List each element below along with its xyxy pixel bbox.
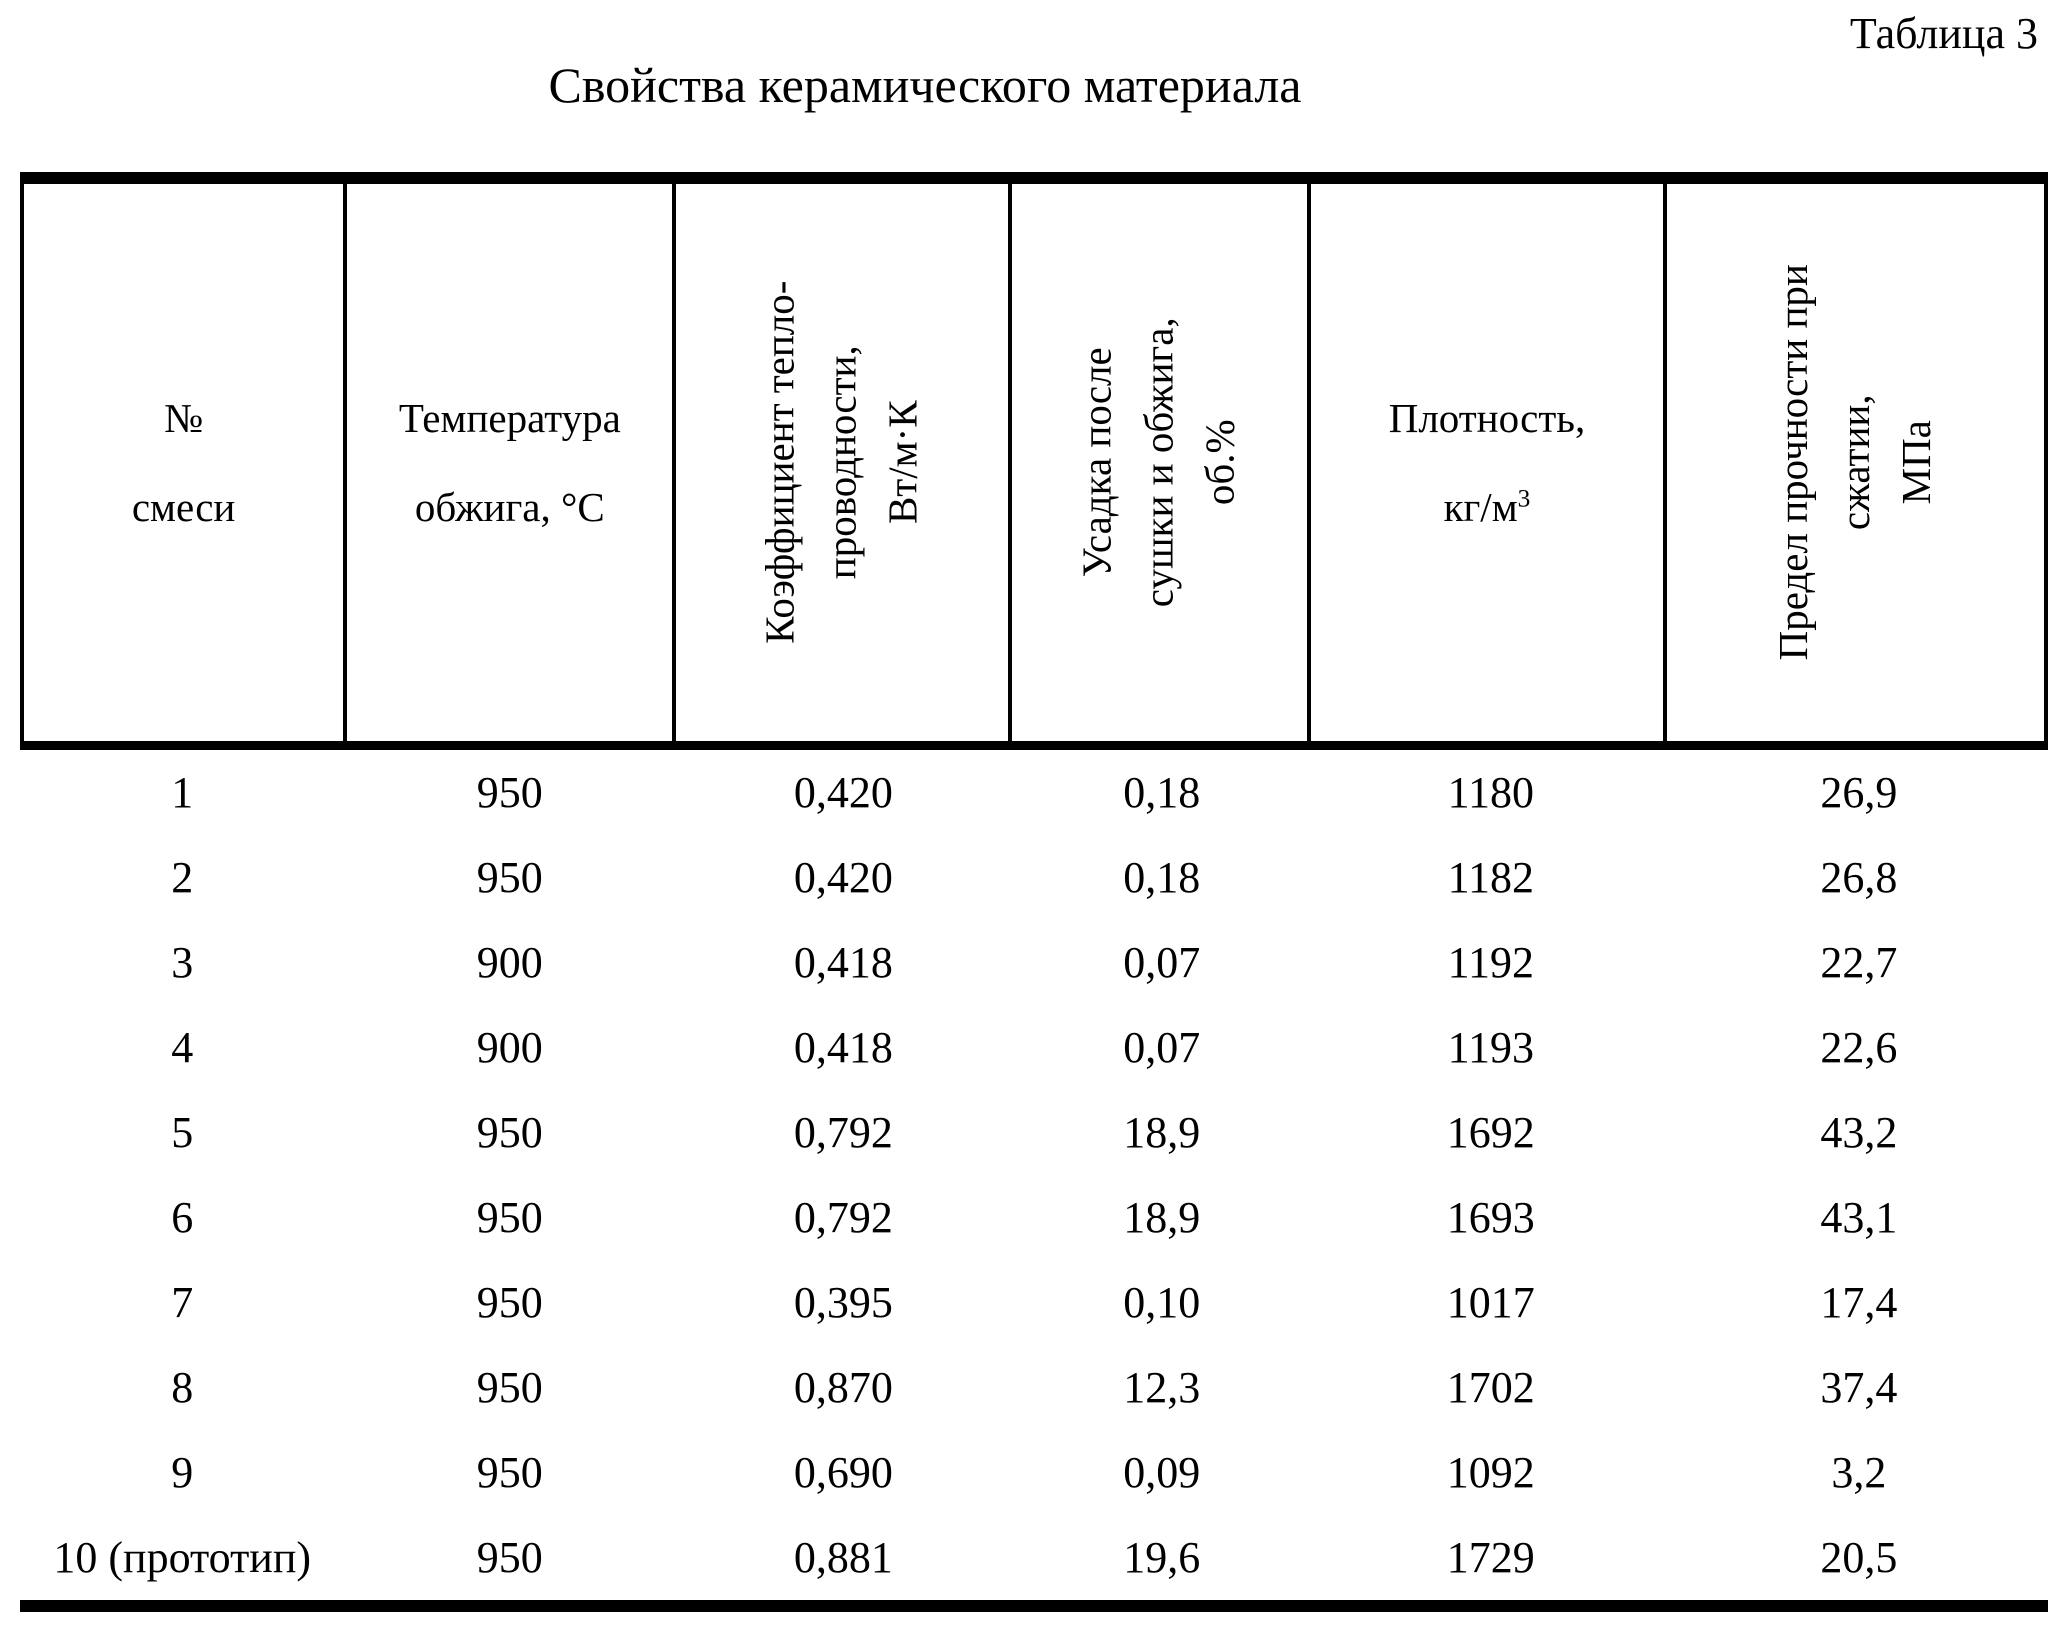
cell-compressive-strength: 26,9 [1820,768,1898,817]
table-row [20,1090,2048,1175]
cell-firing-temperature: 950 [476,1363,543,1412]
properties-table [20,172,2048,1612]
table-row [20,1260,2048,1345]
cell-shrinkage: 18,9 [1123,1193,1201,1242]
cell-shrinkage: 0,09 [1123,1448,1201,1497]
header-line: $кг/м^3$ [1443,483,1531,530]
cell-firing-temperature: 950 [476,1533,543,1582]
header-line: Вт/м·К [879,400,926,525]
header-line: Коэффициент тепло- [756,280,803,645]
cell-shrinkage: 0,10 [1123,1278,1201,1327]
cell-mix-number: 10 (прототип) [53,1533,312,1582]
header-mix-number [24,184,347,741]
cell-thermal-conductivity: 0,690 [793,1448,893,1497]
cell-shrinkage: 19,6 [1123,1533,1201,1582]
header-line: Усадка после [1073,347,1120,578]
cell-mix-number: 3 [171,938,194,987]
cell-density: 1182 [1447,853,1534,902]
cell-density: 1192 [1447,938,1534,987]
cell-shrinkage: 0,07 [1123,938,1201,987]
cell-compressive-strength: 22,7 [1820,938,1898,987]
rotated-header-text [750,281,935,644]
table-row [20,1175,2048,1260]
rotated-header-text [1763,264,1948,660]
cell-density: 1180 [1447,768,1534,817]
header-line: Предел прочности при [1770,264,1817,661]
cell-compressive-strength: 17,4 [1820,1278,1898,1327]
cell-mix-number: 7 [171,1278,194,1327]
cell-firing-temperature: 950 [476,768,543,817]
cell-firing-temperature: 950 [476,1278,543,1327]
table-row [20,750,2048,835]
header-thermal-conductivity [676,184,1011,741]
table-row [20,835,2048,920]
superscript: 3 [1517,483,1531,512]
cell-compressive-strength: 22,6 [1820,1023,1898,1072]
cell-compressive-strength: 3,2 [1831,1448,1887,1497]
header-shrinkage [1012,184,1311,741]
header-line: Температура [398,395,621,442]
cell-shrinkage: 18,9 [1123,1108,1201,1157]
cell-firing-temperature: 950 [476,1193,543,1242]
cell-thermal-conductivity: 0,418 [793,938,893,987]
cell-thermal-conductivity: 0,395 [793,1278,893,1327]
cell-thermal-conductivity: 0,881 [793,1533,893,1582]
cell-mix-number: 6 [171,1193,194,1242]
cell-shrinkage: 0,18 [1123,768,1201,817]
header-line: обжига, °С [414,483,605,530]
table-row [20,920,2048,1005]
cell-density: 1193 [1447,1023,1534,1072]
cell-density: 1017 [1446,1278,1535,1327]
header-line: сушки и обжига, [1135,317,1182,608]
header-line: смеси [131,483,236,530]
cell-thermal-conductivity: 0,420 [793,768,893,817]
header-line: об.% [1196,419,1243,506]
table-header-row [20,184,2048,750]
header-firing-temperature [347,184,676,741]
cell-compressive-strength: 37,4 [1820,1363,1898,1412]
table-row [20,1430,2048,1515]
header-line: проводности, [818,345,865,580]
header-line: № [164,395,204,442]
cell-firing-temperature: 950 [476,1448,543,1497]
cell-density: 1692 [1446,1108,1535,1157]
cell-mix-number: 4 [171,1023,194,1072]
header-density [1311,184,1668,741]
header-compressive-strength [1667,184,2044,741]
cell-density: 1092 [1446,1448,1535,1497]
cell-mix-number: 9 [171,1448,194,1497]
table-row [20,1005,2048,1090]
page-title: Свойства керамического материала [548,57,1302,113]
cell-firing-temperature: 900 [476,1023,543,1072]
cell-mix-number: 2 [171,853,194,902]
cell-thermal-conductivity: 0,792 [793,1193,893,1242]
cell-firing-temperature: 950 [476,1108,543,1157]
rotated-header-text [1067,318,1252,608]
cell-compressive-strength: 43,1 [1820,1193,1898,1242]
cell-compressive-strength: 43,2 [1820,1108,1898,1157]
cell-density: 1702 [1446,1363,1535,1412]
cell-thermal-conductivity: 0,870 [793,1363,893,1412]
cell-thermal-conductivity: 0,418 [793,1023,893,1072]
cell-density: 1693 [1446,1193,1535,1242]
table-caption: Таблица 3 [1849,9,2038,58]
cell-compressive-strength: 20,5 [1820,1533,1898,1582]
table-body [20,750,2048,1600]
header-line: Плотность, [1388,395,1586,442]
cell-thermal-conductivity: 0,792 [793,1108,893,1157]
cell-mix-number: 8 [171,1363,194,1412]
cell-thermal-conductivity: 0,420 [793,853,893,902]
header-line: сжатии, [1831,394,1878,531]
cell-shrinkage: 0,07 [1123,1023,1201,1072]
cell-mix-number: 5 [171,1108,194,1157]
cell-mix-number: 1 [171,768,194,817]
cell-firing-temperature: 950 [476,853,543,902]
cell-firing-temperature: 900 [476,938,543,987]
cell-density: 1729 [1446,1533,1535,1582]
table-row [20,1345,2048,1430]
cell-shrinkage: 0,18 [1123,853,1201,902]
cell-shrinkage: 12,3 [1123,1363,1201,1412]
table-row [20,1515,2048,1600]
cell-compressive-strength: 26,8 [1820,853,1898,902]
header-line: МПа [1893,420,1940,505]
